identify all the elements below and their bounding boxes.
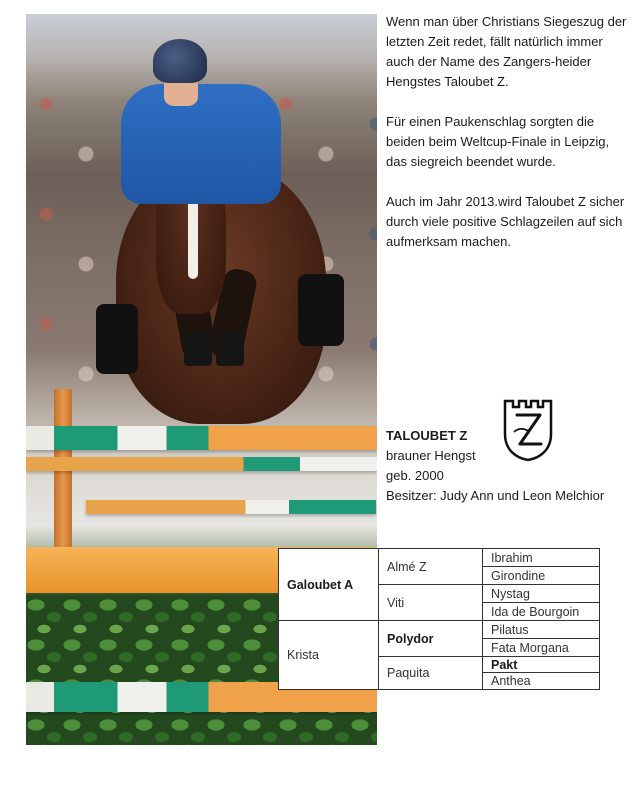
pedigree-dam-dam: Paquita (379, 657, 483, 689)
jump-rail-top (26, 426, 377, 450)
horse-name: TALOUBET Z (386, 428, 468, 443)
intro-paragraph: Auch im Jahr 2013.wird Taloubet Z sicher durch viele positive Schlagzeilen auf sich aufmerksam machen. (386, 194, 625, 249)
horse-description: brauner Hengst (386, 448, 476, 463)
pedigree-dam: Krista (279, 621, 379, 689)
jump-rail-back (86, 500, 376, 514)
jump-standard-left (54, 389, 72, 569)
pedigree-sire-sire: Almé Z (379, 549, 483, 585)
pedigree-gen3-3: Nystag (483, 585, 599, 603)
pedigree-gen3-1: Ibrahim (483, 549, 599, 567)
horse-owner: Besitzer: Judy Ann und Leon Melchior (386, 488, 605, 503)
intro-paragraph: Für einen Paukenschlag sorgten die beiden beim Weltcup-Finale in Leipzig, das siegreich beendet wurde. (386, 114, 610, 169)
rider-boot-left (96, 304, 138, 374)
jump-rail-mid (26, 457, 377, 471)
horse-boot-left (184, 332, 212, 366)
intro-paragraph: Wenn man über Christians Siegeszug der letzten Zeit redet, fällt natürlich immer auch der Name des Zangers-heider Hengstes Taloubet Z. (386, 14, 627, 89)
rider-boot-right (298, 274, 344, 346)
zangersheide-z-crest-icon (502, 398, 554, 462)
horse-boot-right (216, 332, 244, 366)
pedigree-gen3-5: Pilatus (483, 621, 599, 639)
pedigree-sire-dam: Viti (379, 585, 483, 621)
intro-text (386, 12, 632, 272)
rider-helmet (153, 39, 207, 83)
horse-birth-year: geb. 2000 (386, 468, 444, 483)
pedigree-gen3-4: Ida de Bourgoin (483, 603, 599, 621)
pedigree-gen3-7: Pakt (483, 657, 599, 673)
pedigree-gen3-8: Anthea (491, 674, 531, 688)
pedigree-gen3-6: Fata Morgana (483, 639, 599, 657)
pedigree-table (278, 548, 600, 690)
rider-jacket (121, 84, 281, 204)
pedigree-sire: Galoubet A (279, 549, 379, 621)
pedigree-dam-sire: Polydor (379, 621, 483, 657)
pedigree-gen3-2: Girondine (483, 567, 599, 585)
